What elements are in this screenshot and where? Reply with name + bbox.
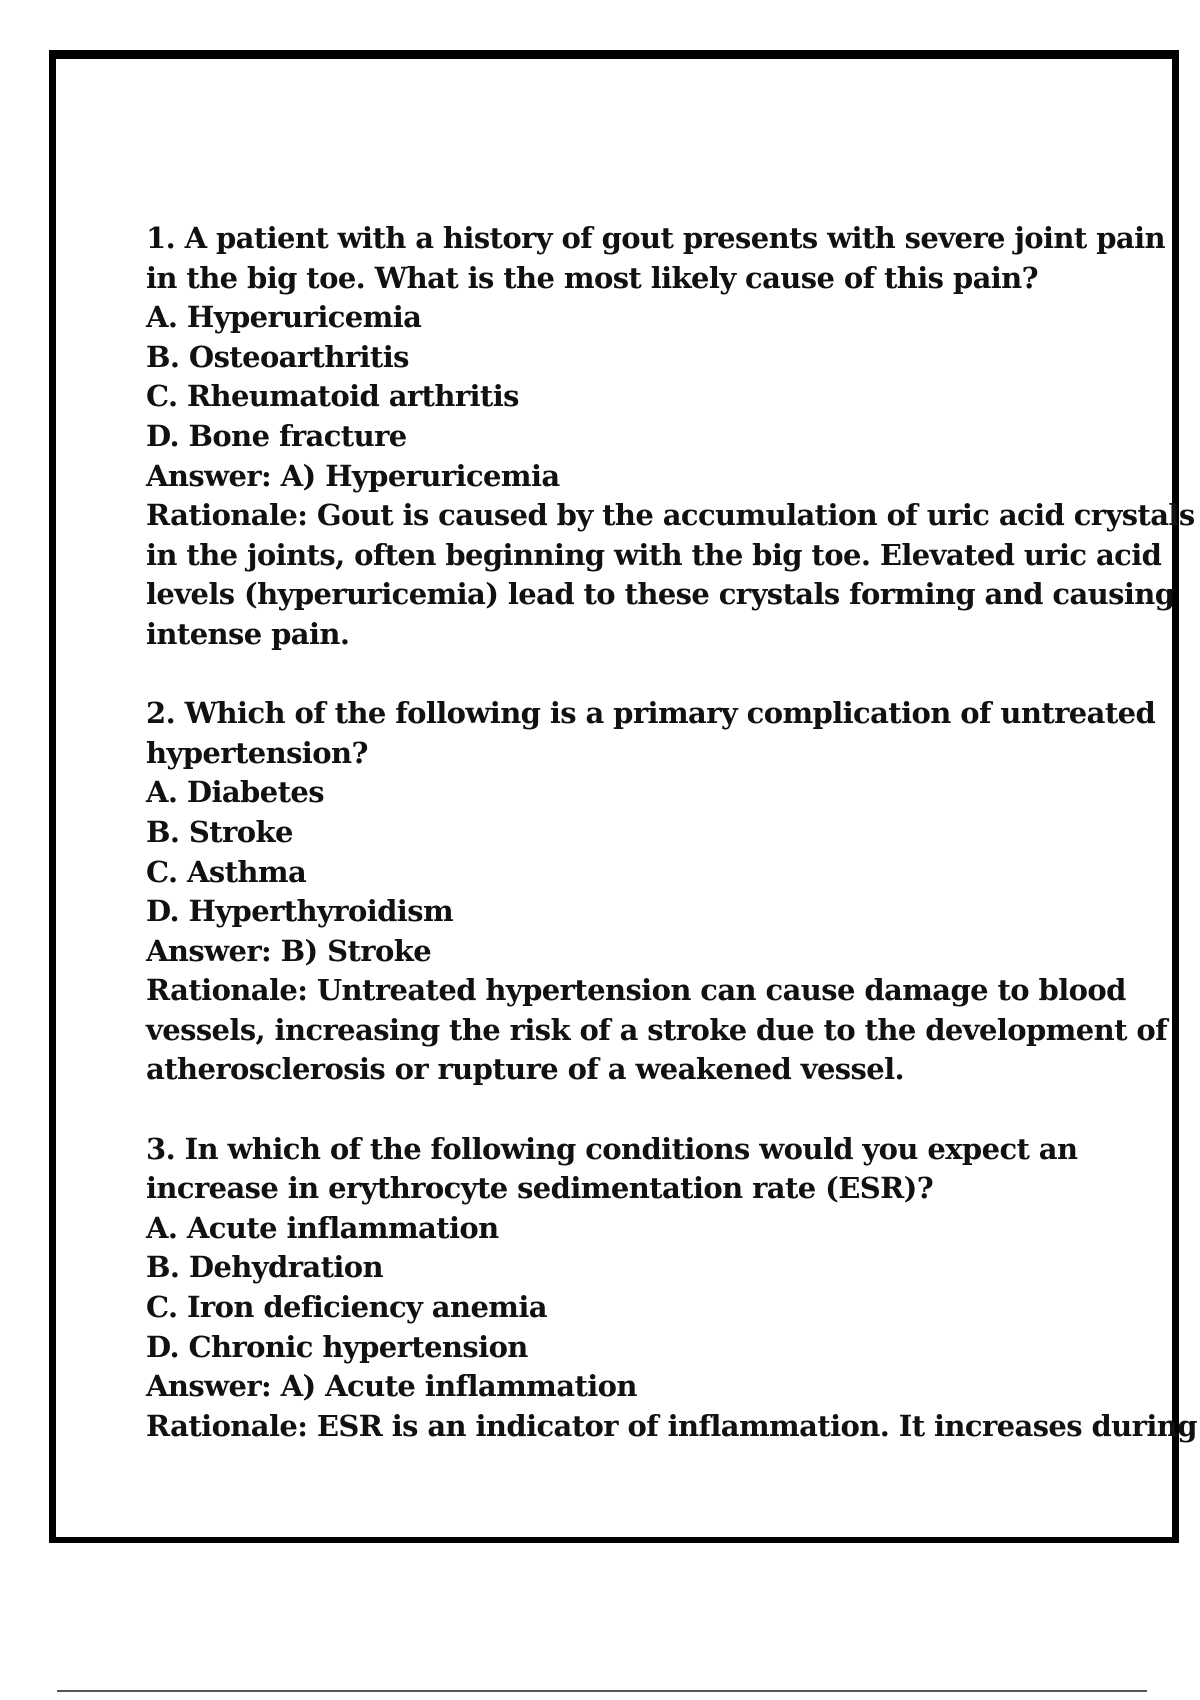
- option-c: C. Asthma: [146, 854, 307, 889]
- question-stem: in the big toe. What is the most likely cause of this pain?: [146, 260, 1039, 295]
- answer-line: Answer: B) Stroke: [146, 933, 432, 968]
- option-b: B. Osteoarthritis: [146, 339, 409, 374]
- rationale-line: atherosclerosis or rupture of a weakened vessel.: [146, 1052, 905, 1087]
- question-stem: 3. In which of the following conditions would you expect an: [146, 1131, 1078, 1166]
- rationale-line: levels (hyperuricemia) lead to these crystals forming and causing: [146, 577, 1175, 612]
- option-d: D. Bone fracture: [146, 418, 407, 453]
- question-stem: 2. Which of the following is a primary complication of untreated: [146, 696, 1156, 731]
- document-content: [146, 219, 1197, 1486]
- option-d: D. Chronic hypertension: [146, 1329, 528, 1364]
- question-stem: hypertension?: [146, 735, 368, 770]
- option-a: A. Acute inflammation: [146, 1210, 499, 1245]
- rationale-line: intense pain.: [146, 616, 350, 651]
- answer-line: Answer: A) Hyperuricemia: [146, 458, 560, 493]
- answer-line: Answer: A) Acute inflammation: [146, 1369, 637, 1404]
- rationale-line: vessels, increasing the risk of a stroke due to the development of: [146, 1012, 1168, 1047]
- question-2: [146, 694, 1168, 1090]
- option-a: A. Hyperuricemia: [146, 300, 422, 335]
- option-c: C. Rheumatoid arthritis: [146, 379, 519, 414]
- footer-divider: [57, 1690, 1147, 1692]
- option-b: B. Dehydration: [146, 1250, 384, 1285]
- question-stem: increase in erythrocyte sedimentation rate (ESR)?: [146, 1171, 934, 1206]
- rationale-line: in the joints, often beginning with the big toe. Elevated uric acid: [146, 537, 1162, 572]
- option-c: C. Iron deficiency anemia: [146, 1290, 547, 1325]
- option-d: D. Hyperthyroidism: [146, 894, 454, 929]
- question-1: [146, 219, 1195, 655]
- rationale-line: Rationale: Untreated hypertension can cause damage to blood: [146, 973, 1126, 1008]
- option-a: A. Diabetes: [146, 775, 324, 810]
- rationale-line: Rationale: ESR is an indicator of inflammation. It increases during: [146, 1408, 1197, 1443]
- option-b: B. Stroke: [146, 814, 293, 849]
- rationale-line: Rationale: Gout is caused by the accumulation of uric acid crystals: [146, 498, 1195, 533]
- question-stem: 1. A patient with a history of gout presents with severe joint pain: [146, 221, 1165, 255]
- question-3: [146, 1130, 1197, 1447]
